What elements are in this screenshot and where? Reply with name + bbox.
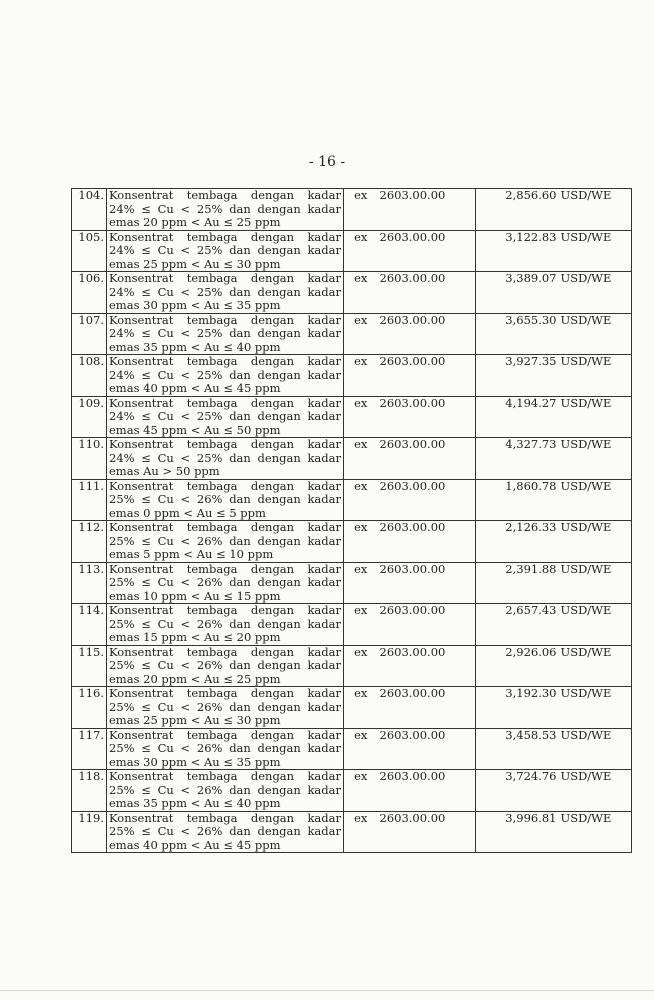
table-row xyxy=(72,645,632,687)
description-line-3: emas 0 ppm < Au ≤ 5 ppm xyxy=(109,505,266,520)
table-row xyxy=(72,438,632,480)
description-line-2: 24% ≤ Cu < 25% dan dengan kadar xyxy=(109,201,341,216)
row-price-value: 3,192.30 xyxy=(476,687,559,729)
row-description xyxy=(107,313,344,355)
description-line-1: Konsentrat tembaga dengan kadar xyxy=(109,188,341,202)
row-ex-marker: ex xyxy=(344,355,378,397)
table-row xyxy=(72,687,632,729)
row-number: 116. xyxy=(72,687,107,729)
page-number: - 16 - xyxy=(308,154,346,170)
row-description xyxy=(107,645,344,687)
row-price-value: 2,126.33 xyxy=(476,521,559,563)
row-ex-marker: ex xyxy=(344,770,378,812)
tariff-table xyxy=(71,188,632,853)
page-bottom-divider xyxy=(0,990,654,991)
row-hs-code: 2603.00.00 xyxy=(378,479,476,521)
description-line-1: Konsentrat tembaga dengan kadar xyxy=(109,727,341,742)
row-price-unit: USD/WE xyxy=(559,728,632,770)
description-line-2: 25% ≤ Cu < 26% dan dengan kadar xyxy=(109,616,341,631)
row-hs-code: 2603.00.00 xyxy=(378,687,476,729)
row-price-unit: USD/WE xyxy=(559,770,632,812)
description-line-2: 24% ≤ Cu < 25% dan dengan kadar xyxy=(109,326,341,340)
row-number: 117. xyxy=(72,728,107,770)
description-line-3: emas 45 ppm < Au ≤ 50 ppm xyxy=(109,422,281,437)
row-number: 114. xyxy=(72,604,107,646)
row-price-unit: USD/WE xyxy=(559,230,632,272)
row-price-value: 4,194.27 xyxy=(476,396,559,438)
table-row xyxy=(72,272,632,314)
row-hs-code: 2603.00.00 xyxy=(378,355,476,397)
row-description xyxy=(107,438,344,480)
description-line-3: emas 30 ppm < Au ≤ 35 ppm xyxy=(109,298,281,312)
row-price-unit: USD/WE xyxy=(559,313,632,355)
row-price-value: 3,724.76 xyxy=(476,770,559,812)
row-price-value: 3,458.53 xyxy=(476,728,559,770)
row-number: 110. xyxy=(72,438,107,480)
row-hs-code: 2603.00.00 xyxy=(378,396,476,438)
description-line-3: emas 10 ppm < Au ≤ 15 ppm xyxy=(109,588,281,603)
description-line-3: emas Au > 50 ppm xyxy=(109,464,220,478)
row-ex-marker: ex xyxy=(344,728,378,770)
row-ex-marker: ex xyxy=(344,521,378,563)
description-line-2: 25% ≤ Cu < 26% dan dengan kadar xyxy=(109,782,341,797)
row-number: 118. xyxy=(72,770,107,812)
description-line-3: emas 40 ppm < Au ≤ 45 ppm xyxy=(109,381,281,395)
description-line-1: Konsentrat tembaga dengan kadar xyxy=(109,644,341,659)
row-number: 111. xyxy=(72,479,107,521)
description-line-1: Konsentrat tembaga dengan kadar xyxy=(109,686,341,700)
description-line-3: emas 15 ppm < Au ≤ 20 ppm xyxy=(109,630,281,644)
row-price-value: 2,926.06 xyxy=(476,645,559,687)
table-row xyxy=(72,604,632,646)
table-row xyxy=(72,770,632,812)
row-description xyxy=(107,396,344,438)
row-price-unit: USD/WE xyxy=(559,272,632,314)
row-hs-code: 2603.00.00 xyxy=(378,562,476,604)
row-price-unit: USD/WE xyxy=(559,645,632,687)
row-price-value: 3,389.07 xyxy=(476,272,559,314)
row-description xyxy=(107,521,344,563)
row-ex-marker: ex xyxy=(344,396,378,438)
row-number: 107. xyxy=(72,313,107,355)
table-row xyxy=(72,728,632,770)
description-line-2: 24% ≤ Cu < 25% dan dengan kadar xyxy=(109,450,341,465)
row-price-value: 3,655.30 xyxy=(476,313,559,355)
row-ex-marker: ex xyxy=(344,479,378,521)
description-line-1: Konsentrat tembaga dengan kadar xyxy=(109,395,341,410)
description-line-3: emas 25 ppm < Au ≤ 30 ppm xyxy=(109,256,281,271)
description-line-3: emas 20 ppm < Au ≤ 25 ppm xyxy=(109,215,281,229)
row-description xyxy=(107,687,344,729)
table-row xyxy=(72,521,632,563)
row-description xyxy=(107,770,344,812)
row-hs-code: 2603.00.00 xyxy=(378,604,476,646)
row-ex-marker: ex xyxy=(344,272,378,314)
row-ex-marker: ex xyxy=(344,189,378,231)
row-price-value: 3,122.83 xyxy=(476,230,559,272)
row-price-value: 4,327.73 xyxy=(476,438,559,480)
description-line-1: Konsentrat tembaga dengan kadar xyxy=(109,271,341,285)
row-description xyxy=(107,230,344,272)
row-number: 115. xyxy=(72,645,107,687)
table-row xyxy=(72,189,632,231)
row-price-unit: USD/WE xyxy=(559,811,632,853)
row-description xyxy=(107,728,344,770)
description-line-1: Konsentrat tembaga dengan kadar xyxy=(109,520,341,534)
row-ex-marker: ex xyxy=(344,687,378,729)
row-number: 119. xyxy=(72,811,107,853)
row-hs-code: 2603.00.00 xyxy=(378,770,476,812)
row-number: 104. xyxy=(72,189,107,231)
description-line-1: Konsentrat tembaga dengan kadar xyxy=(109,229,341,244)
description-line-1: Konsentrat tembaga dengan kadar xyxy=(109,437,341,451)
row-description xyxy=(107,355,344,397)
row-number: 105. xyxy=(72,230,107,272)
description-line-3: emas 30 ppm < Au ≤ 35 ppm xyxy=(109,754,281,769)
row-hs-code: 2603.00.00 xyxy=(378,230,476,272)
table-row xyxy=(72,479,632,521)
row-hs-code: 2603.00.00 xyxy=(378,189,476,231)
description-line-2: 24% ≤ Cu < 25% dan dengan kadar xyxy=(109,243,341,257)
description-line-2: 24% ≤ Cu < 25% dan dengan kadar xyxy=(109,367,341,382)
row-hs-code: 2603.00.00 xyxy=(378,645,476,687)
description-line-2: 25% ≤ Cu < 26% dan dengan kadar xyxy=(109,741,341,755)
description-line-2: 25% ≤ Cu < 26% dan dengan kadar xyxy=(109,492,341,506)
description-line-2: 24% ≤ Cu < 25% dan dengan kadar xyxy=(109,284,341,299)
description-line-1: Konsentrat tembaga dengan kadar xyxy=(109,810,341,825)
row-price-value: 2,657.43 xyxy=(476,604,559,646)
row-ex-marker: ex xyxy=(344,230,378,272)
row-hs-code: 2603.00.00 xyxy=(378,521,476,563)
row-price-unit: USD/WE xyxy=(559,438,632,480)
row-description xyxy=(107,479,344,521)
row-price-unit: USD/WE xyxy=(559,189,632,231)
description-line-1: Konsentrat tembaga dengan kadar xyxy=(109,769,341,783)
row-description xyxy=(107,604,344,646)
table-row xyxy=(72,562,632,604)
row-ex-marker: ex xyxy=(344,645,378,687)
row-hs-code: 2603.00.00 xyxy=(378,728,476,770)
row-price-value: 2,856.60 xyxy=(476,189,559,231)
description-line-3: emas 35 ppm < Au ≤ 40 ppm xyxy=(109,339,281,354)
table-row xyxy=(72,811,632,853)
tariff-table-body xyxy=(72,189,632,853)
row-price-unit: USD/WE xyxy=(559,562,632,604)
row-ex-marker: ex xyxy=(344,811,378,853)
row-number: 108. xyxy=(72,355,107,397)
description-line-3: emas 5 ppm < Au ≤ 10 ppm xyxy=(109,547,274,561)
description-line-1: Konsentrat tembaga dengan kadar xyxy=(109,312,341,327)
row-description xyxy=(107,811,344,853)
row-price-value: 3,996.81 xyxy=(476,811,559,853)
row-ex-marker: ex xyxy=(344,313,378,355)
row-number: 106. xyxy=(72,272,107,314)
row-description xyxy=(107,562,344,604)
table-row xyxy=(72,355,632,397)
row-price-value: 2,391.88 xyxy=(476,562,559,604)
row-price-unit: USD/WE xyxy=(559,687,632,729)
description-line-3: emas 25 ppm < Au ≤ 30 ppm xyxy=(109,713,281,727)
description-line-3: emas 20 ppm < Au ≤ 25 ppm xyxy=(109,671,281,686)
row-price-unit: USD/WE xyxy=(559,355,632,397)
row-description xyxy=(107,272,344,314)
row-price-unit: USD/WE xyxy=(559,396,632,438)
row-price-unit: USD/WE xyxy=(559,604,632,646)
table-row xyxy=(72,230,632,272)
row-price-value: 1,860.78 xyxy=(476,479,559,521)
table-row xyxy=(72,396,632,438)
description-line-3: emas 40 ppm < Au ≤ 45 ppm xyxy=(109,837,281,852)
row-description xyxy=(107,189,344,231)
row-price-unit: USD/WE xyxy=(559,479,632,521)
description-line-1: Konsentrat tembaga dengan kadar xyxy=(109,561,341,576)
description-line-2: 25% ≤ Cu < 26% dan dengan kadar xyxy=(109,533,341,548)
row-hs-code: 2603.00.00 xyxy=(378,811,476,853)
description-line-2: 25% ≤ Cu < 26% dan dengan kadar xyxy=(109,699,341,714)
row-price-value: 3,927.35 xyxy=(476,355,559,397)
row-ex-marker: ex xyxy=(344,604,378,646)
description-line-2: 25% ≤ Cu < 26% dan dengan kadar xyxy=(109,575,341,589)
row-ex-marker: ex xyxy=(344,562,378,604)
description-line-1: Konsentrat tembaga dengan kadar xyxy=(109,603,341,617)
row-ex-marker: ex xyxy=(344,438,378,480)
description-line-1: Konsentrat tembaga dengan kadar xyxy=(109,354,341,368)
description-line-1: Konsentrat tembaga dengan kadar xyxy=(109,478,341,493)
row-number: 113. xyxy=(72,562,107,604)
row-number: 112. xyxy=(72,521,107,563)
description-line-2: 25% ≤ Cu < 26% dan dengan kadar xyxy=(109,824,341,838)
description-line-2: 25% ≤ Cu < 26% dan dengan kadar xyxy=(109,658,341,672)
description-line-2: 24% ≤ Cu < 25% dan dengan kadar xyxy=(109,409,341,423)
row-hs-code: 2603.00.00 xyxy=(378,438,476,480)
row-hs-code: 2603.00.00 xyxy=(378,313,476,355)
row-price-unit: USD/WE xyxy=(559,521,632,563)
table-row xyxy=(72,313,632,355)
description-line-3: emas 35 ppm < Au ≤ 40 ppm xyxy=(109,796,281,810)
row-number: 109. xyxy=(72,396,107,438)
row-hs-code: 2603.00.00 xyxy=(378,272,476,314)
